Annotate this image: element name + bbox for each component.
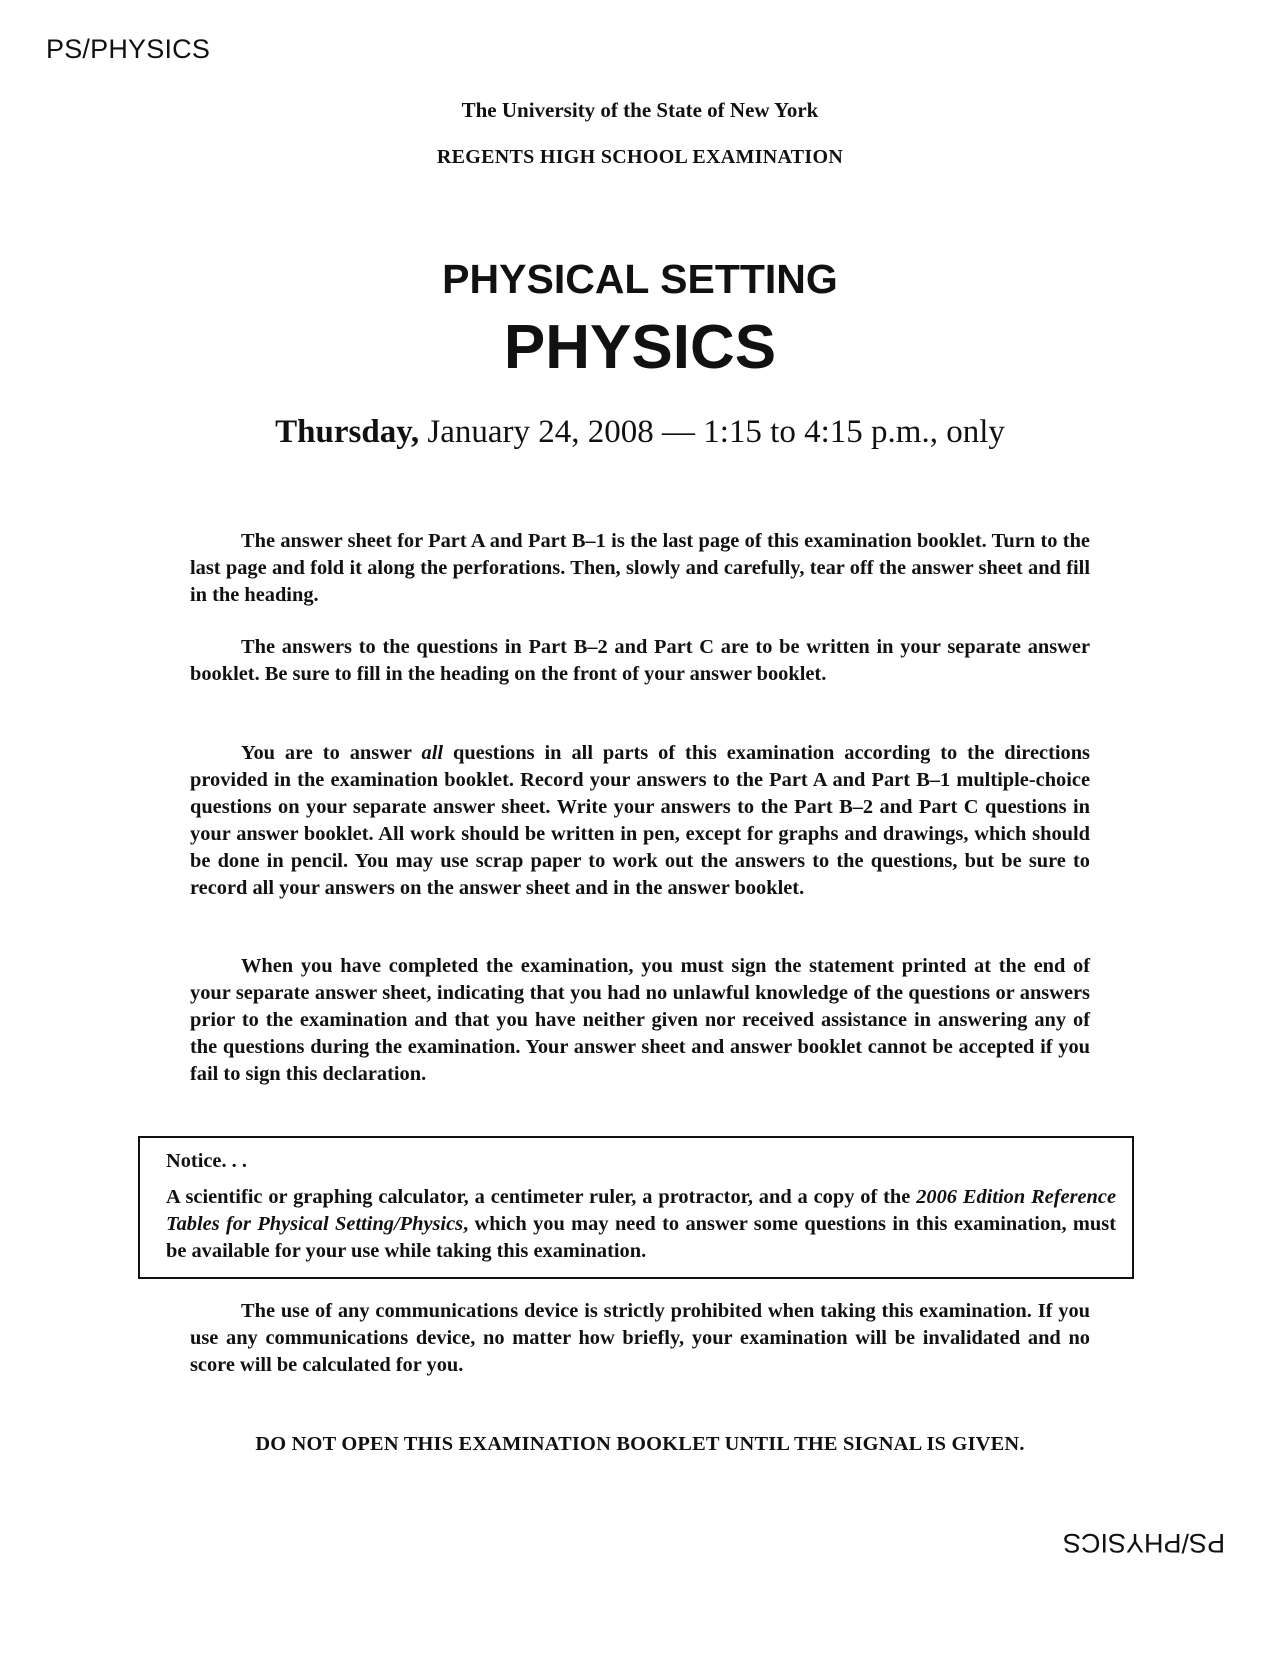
notice-text	[166, 1184, 1116, 1265]
subject-heading: PHYSICAL SETTING	[442, 256, 838, 302]
notice-reference-tables: 2006 Edition Reference Tables for Physical Setting/Physics	[166, 1186, 1117, 1235]
exam-date-time: January 24, 2008 — 1:15 to 4:15 p.m., only	[427, 414, 1005, 450]
instruction-answer-all-rest: questions in all parts of this examination according to the directions provided in the examination booklet. Record your answers to the Part A and Part B–1 multiple-choice questions on your separate answer sheet. Write your answers to the Part B–2 and Part C questions in your answer booklet. All work should be written in pen, except for graphs and drawings, which should be done in pencil. You may use scrap paper to work out the answers to the questions, but be sure to record all your answers on the answer sheet and in the answer booklet.	[190, 742, 1090, 899]
instruction-answer-all-start: You are to answer	[241, 742, 422, 764]
exam-code-bottom-inverted: PS/PHYSICS	[1062, 1528, 1225, 1558]
exam-type: REGENTS HIGH SCHOOL EXAMINATION	[436, 146, 844, 168]
exam-day: Thursday,	[275, 414, 420, 450]
instruction-sign-statement: When you have completed the examination, you must sign the statement printed at the end of your separate answer sheet, indicating that you had no unlawful knowledge of the questions or answers prior to the examination and that you have neither given nor received assistance in answering any of the questions during the examination. Your answer sheet and answer booklet cannot be accepted if you fail to sign this declaration.	[190, 955, 1090, 1085]
notice-text-start: A scientific or graphing calculator, a centimeter ruler, a protractor, and a copy of the	[166, 1186, 917, 1208]
instruction-answer-all-emphasis: all	[421, 742, 444, 764]
instruction-answer-all	[190, 740, 1090, 902]
instruction-communications-device: The use of any communications device is strictly prohibited when taking this examination. If you use any communications device, no matter how briefly, your examination will be invalidated and no score will be calculated for you.	[190, 1300, 1090, 1376]
exam-code-top: PS/PHYSICS	[46, 34, 211, 64]
exam-schedule	[0, 414, 1280, 451]
notice-box	[138, 1136, 1134, 1279]
university-name: The University of the State of New York	[461, 98, 819, 122]
notice-text-rest: , which you may need to answer some questions in this examination, must be available for your use while taking this examination.	[166, 1213, 1116, 1262]
instruction-answer-booklet: The answers to the questions in Part B–2 and Part C are to be written in your separate answer booklet. Be sure to fill in the heading on the front of your answer booklet.	[190, 636, 1090, 685]
instruction-answer-sheet: The answer sheet for Part A and Part B–1 is the last page of this examination booklet. Turn to the last page and fold it along the perforations. Then, slowly and carefully, tear off the answer sheet and fill in the heading.	[190, 530, 1090, 606]
do-not-open-warning: DO NOT OPEN THIS EXAMINATION BOOKLET UNTIL THE SIGNAL IS GIVEN.	[255, 1433, 1025, 1455]
notice-title: Notice. . .	[166, 1150, 247, 1172]
page-title: PHYSICS	[503, 313, 777, 382]
